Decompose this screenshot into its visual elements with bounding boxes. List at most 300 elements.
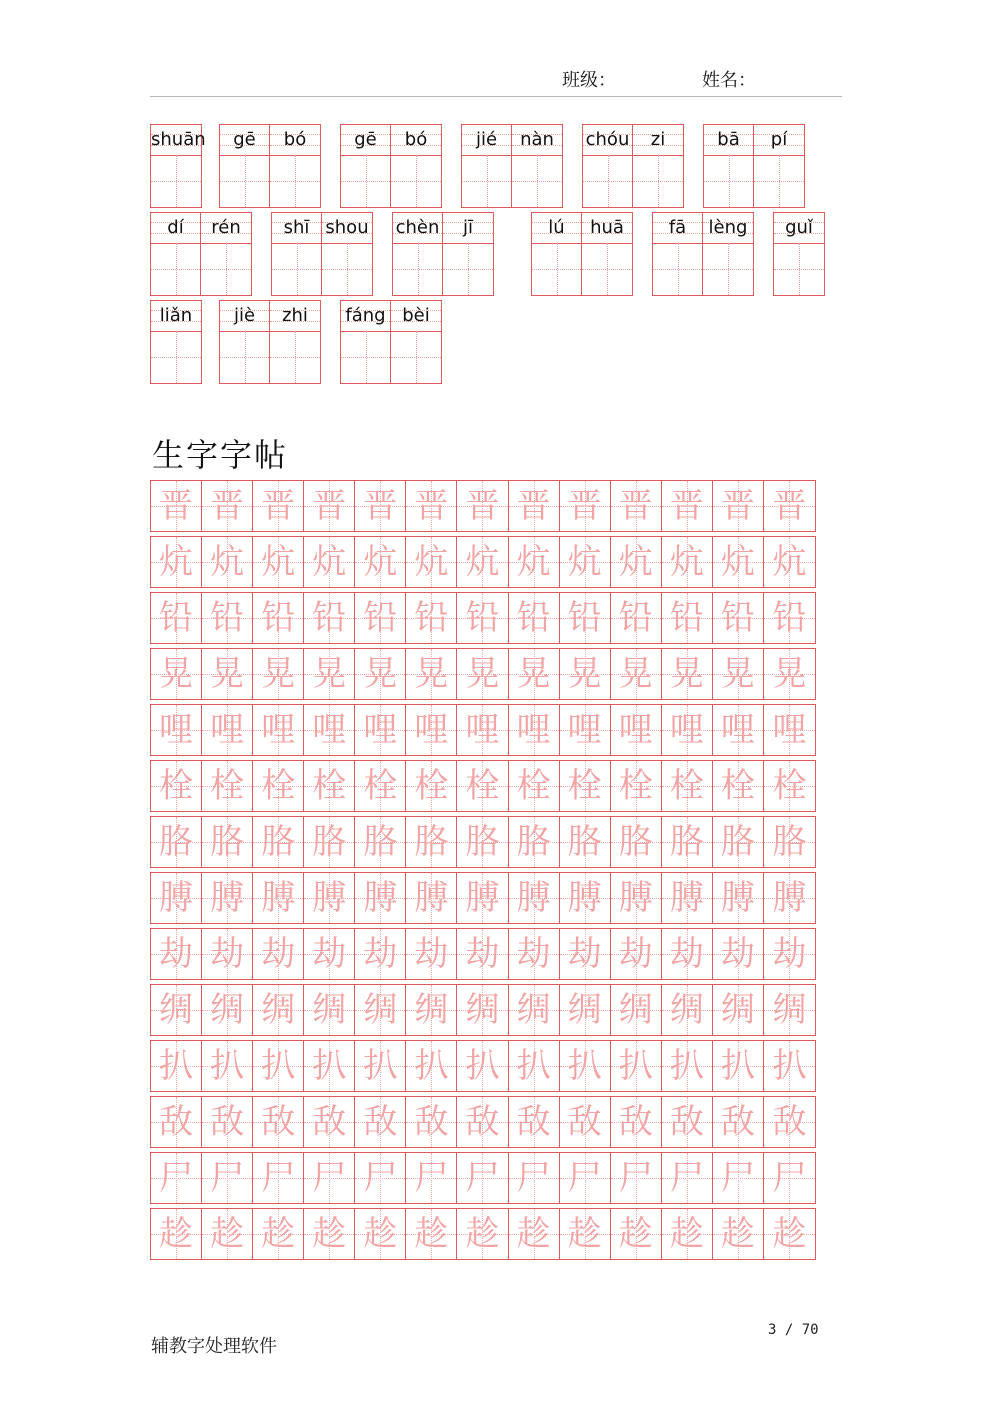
practice-cell[interactable]: [509, 761, 560, 811]
practice-cell[interactable]: [509, 481, 560, 531]
trace-character: 胳: [669, 822, 704, 862]
practice-cell[interactable]: [304, 1209, 355, 1259]
trace-character: 扒: [414, 1046, 449, 1086]
pinyin-cell[interactable]: [532, 213, 582, 295]
trace-character: 栓: [720, 766, 755, 806]
practice-cell[interactable]: [457, 873, 508, 923]
practice-cell[interactable]: [202, 817, 253, 867]
trace-character: 炕: [516, 542, 551, 582]
trace-character: 晃: [210, 654, 245, 694]
pinyin-text: jiè: [233, 305, 256, 326]
practice-cell[interactable]: [253, 537, 304, 587]
practice-cell[interactable]: [355, 705, 406, 755]
pinyin-text: bā: [717, 129, 740, 150]
trace-character: 胳: [618, 822, 653, 862]
practice-cell[interactable]: [253, 481, 304, 531]
practice-cell[interactable]: [151, 1153, 202, 1203]
trace-character: 栓: [772, 766, 807, 806]
practice-cell[interactable]: [662, 929, 713, 979]
pinyin-word-box: [531, 212, 633, 296]
practice-cell[interactable]: [509, 1097, 560, 1147]
practice-cell[interactable]: [560, 817, 611, 867]
pinyin-cell[interactable]: [462, 125, 512, 207]
practice-cell[interactable]: [662, 817, 713, 867]
pinyin-cell[interactable]: [220, 125, 270, 207]
practice-cell[interactable]: [202, 593, 253, 643]
practice-cell[interactable]: [202, 537, 253, 587]
trace-character: 绸: [261, 990, 296, 1030]
practice-cell[interactable]: [202, 761, 253, 811]
trace-character: 绸: [669, 990, 704, 1030]
practice-cell[interactable]: [611, 929, 662, 979]
practice-cell[interactable]: [509, 593, 560, 643]
practice-cell[interactable]: [764, 1153, 815, 1203]
practice-cell[interactable]: [713, 1153, 764, 1203]
header-divider: [150, 96, 842, 97]
practice-cell[interactable]: [509, 705, 560, 755]
practice-cell[interactable]: [509, 817, 560, 867]
pinyin-cell[interactable]: [653, 213, 703, 295]
pinyin-cell[interactable]: [272, 213, 322, 295]
trace-character: 哩: [618, 710, 653, 750]
pinyin-text: nàn: [520, 129, 554, 150]
trace-character: 扒: [465, 1046, 500, 1086]
practice-cell[interactable]: [304, 537, 355, 587]
practice-cell[interactable]: [764, 985, 815, 1035]
practice-cell[interactable]: [406, 705, 457, 755]
practice-cell[interactable]: [509, 649, 560, 699]
practice-cell[interactable]: [560, 1041, 611, 1091]
practice-cell[interactable]: [406, 985, 457, 1035]
practice-cell[interactable]: [151, 705, 202, 755]
trace-character: 尸: [261, 1158, 296, 1198]
trace-character: 趁: [720, 1214, 755, 1254]
trace-character: 栓: [261, 766, 296, 806]
practice-cell[interactable]: [662, 985, 713, 1035]
practice-row: [150, 480, 816, 532]
trace-character: 炕: [414, 542, 449, 582]
page-number: 3 / 70: [768, 1322, 819, 1338]
practice-cell[interactable]: [560, 761, 611, 811]
practice-cell[interactable]: [355, 1153, 406, 1203]
practice-cell[interactable]: [406, 481, 457, 531]
pinyin-text: gē: [233, 129, 256, 150]
trace-character: 栓: [618, 766, 653, 806]
practice-cell[interactable]: [764, 649, 815, 699]
practice-cell[interactable]: [355, 481, 406, 531]
practice-cell[interactable]: [151, 985, 202, 1035]
practice-cell[interactable]: [151, 817, 202, 867]
practice-cell[interactable]: [713, 985, 764, 1035]
practice-cell[interactable]: [355, 1209, 406, 1259]
practice-cell[interactable]: [713, 873, 764, 923]
trace-character: 铅: [772, 598, 807, 638]
pinyin-text: pí: [770, 129, 788, 150]
practice-cell[interactable]: [611, 649, 662, 699]
trace-character: 铅: [414, 598, 449, 638]
practice-cell[interactable]: [764, 537, 815, 587]
practice-cell[interactable]: [560, 1209, 611, 1259]
practice-cell[interactable]: [457, 1097, 508, 1147]
pinyin-cell[interactable]: [703, 213, 753, 295]
pinyin-cell[interactable]: [270, 301, 320, 383]
practice-cell[interactable]: [202, 705, 253, 755]
practice-cell[interactable]: [406, 1041, 457, 1091]
pinyin-cell[interactable]: [151, 125, 206, 207]
practice-cell[interactable]: [764, 481, 815, 531]
pinyin-cell[interactable]: [391, 125, 441, 207]
practice-cell[interactable]: [713, 929, 764, 979]
pinyin-cell[interactable]: [393, 213, 443, 295]
practice-cell[interactable]: [406, 929, 457, 979]
practice-cell[interactable]: [304, 705, 355, 755]
trace-character: 尸: [772, 1158, 807, 1198]
trace-character: 敌: [465, 1102, 500, 1142]
practice-cell[interactable]: [304, 929, 355, 979]
practice-cell[interactable]: [457, 817, 508, 867]
practice-row: [150, 816, 816, 868]
practice-cell[interactable]: [457, 929, 508, 979]
practice-cell[interactable]: [560, 649, 611, 699]
practice-cell[interactable]: [202, 929, 253, 979]
practice-cell[interactable]: [560, 705, 611, 755]
practice-cell[interactable]: [304, 649, 355, 699]
practice-cell[interactable]: [406, 1097, 457, 1147]
practice-cell[interactable]: [560, 985, 611, 1035]
practice-cell[interactable]: [253, 873, 304, 923]
trace-character: 趁: [669, 1214, 704, 1254]
pinyin-word-box: [150, 212, 252, 296]
practice-cell[interactable]: [560, 1153, 611, 1203]
practice-cell[interactable]: [406, 761, 457, 811]
practice-cell[interactable]: [202, 481, 253, 531]
practice-cell[interactable]: [611, 481, 662, 531]
practice-cell[interactable]: [662, 1209, 713, 1259]
practice-cell[interactable]: [457, 537, 508, 587]
practice-cell[interactable]: [509, 1041, 560, 1091]
practice-cell[interactable]: [151, 761, 202, 811]
practice-cell[interactable]: [662, 761, 713, 811]
trace-character: 炕: [669, 542, 704, 582]
pinyin-text: fā: [668, 217, 687, 238]
practice-cell[interactable]: [151, 873, 202, 923]
practice-cell[interactable]: [355, 1097, 406, 1147]
practice-cell[interactable]: [611, 537, 662, 587]
practice-cell[interactable]: [560, 481, 611, 531]
practice-cell[interactable]: [304, 1153, 355, 1203]
practice-cell[interactable]: [457, 1153, 508, 1203]
practice-cell[interactable]: [253, 817, 304, 867]
practice-cell[interactable]: [764, 817, 815, 867]
practice-cell[interactable]: [662, 537, 713, 587]
practice-cell[interactable]: [509, 1153, 560, 1203]
practice-cell[interactable]: [202, 873, 253, 923]
trace-character: 栓: [414, 766, 449, 806]
practice-cell[interactable]: [253, 761, 304, 811]
practice-cell[interactable]: [406, 649, 457, 699]
practice-cell[interactable]: [355, 1041, 406, 1091]
practice-cell[interactable]: [304, 761, 355, 811]
practice-cell[interactable]: [611, 1097, 662, 1147]
practice-cell[interactable]: [253, 593, 304, 643]
pinyin-cell[interactable]: [633, 125, 683, 207]
practice-cell[interactable]: [713, 1041, 764, 1091]
practice-cell[interactable]: [355, 537, 406, 587]
trace-character: 敌: [618, 1102, 653, 1142]
practice-cell[interactable]: [560, 929, 611, 979]
pinyin-cell[interactable]: [341, 125, 391, 207]
practice-cell[interactable]: [509, 985, 560, 1035]
practice-cell[interactable]: [764, 593, 815, 643]
practice-cell[interactable]: [253, 649, 304, 699]
practice-cell[interactable]: [713, 593, 764, 643]
practice-cell[interactable]: [406, 537, 457, 587]
trace-character: 尸: [720, 1158, 755, 1198]
practice-cell[interactable]: [406, 873, 457, 923]
practice-cell[interactable]: [457, 1041, 508, 1091]
practice-cell[interactable]: [202, 1153, 253, 1203]
trace-character: 扒: [312, 1046, 347, 1086]
practice-row: [150, 1096, 816, 1148]
trace-character: 趁: [567, 1214, 602, 1254]
trace-character: 趁: [312, 1214, 347, 1254]
practice-cell[interactable]: [764, 873, 815, 923]
pinyin-word-box: [773, 212, 825, 296]
pinyin-cell[interactable]: [201, 213, 251, 295]
practice-cell[interactable]: [355, 873, 406, 923]
trace-character: 哩: [414, 710, 449, 750]
trace-character: 晋: [618, 486, 653, 526]
practice-cell[interactable]: [304, 1041, 355, 1091]
practice-cell[interactable]: [662, 481, 713, 531]
pinyin-text: shuān: [151, 129, 206, 150]
trace-character: 敌: [261, 1102, 296, 1142]
practice-cell[interactable]: [662, 1041, 713, 1091]
practice-cell[interactable]: [253, 1097, 304, 1147]
pinyin-word-box: [652, 212, 754, 296]
practice-cell[interactable]: [611, 761, 662, 811]
practice-row: [150, 704, 816, 756]
trace-character: 晋: [210, 486, 245, 526]
practice-cell[interactable]: [151, 649, 202, 699]
practice-cell[interactable]: [611, 985, 662, 1035]
practice-row: [150, 1152, 816, 1204]
practice-cell[interactable]: [406, 1153, 457, 1203]
trace-character: 哩: [669, 710, 704, 750]
practice-cell[interactable]: [662, 593, 713, 643]
trace-character: 炕: [720, 542, 755, 582]
practice-cell[interactable]: [202, 649, 253, 699]
trace-character: 铅: [618, 598, 653, 638]
practice-cell[interactable]: [509, 537, 560, 587]
practice-cell[interactable]: [355, 593, 406, 643]
trace-character: 劫: [772, 934, 807, 974]
practice-cell[interactable]: [662, 705, 713, 755]
practice-cell[interactable]: [253, 1041, 304, 1091]
practice-cell[interactable]: [355, 817, 406, 867]
trace-character: 膊: [567, 878, 602, 918]
practice-row: [150, 592, 816, 644]
practice-cell[interactable]: [764, 929, 815, 979]
practice-cell[interactable]: [560, 537, 611, 587]
practice-cell[interactable]: [713, 649, 764, 699]
trace-character: 胳: [210, 822, 245, 862]
trace-character: 晃: [363, 654, 398, 694]
practice-cell[interactable]: [713, 817, 764, 867]
practice-cell[interactable]: [202, 1097, 253, 1147]
pinyin-cell[interactable]: [151, 213, 201, 295]
practice-cell[interactable]: [355, 929, 406, 979]
pinyin-cell[interactable]: [322, 213, 372, 295]
pinyin-cell[interactable]: [754, 125, 804, 207]
practice-cell[interactable]: [355, 985, 406, 1035]
practice-cell[interactable]: [406, 593, 457, 643]
practice-cell[interactable]: [355, 649, 406, 699]
pinyin-text: chóu: [585, 129, 630, 150]
practice-cell[interactable]: [151, 593, 202, 643]
practice-cell[interactable]: [304, 481, 355, 531]
practice-cell[interactable]: [253, 929, 304, 979]
trace-character: 敌: [159, 1102, 194, 1142]
pinyin-text: zhi: [282, 305, 308, 326]
trace-character: 膊: [159, 878, 194, 918]
practice-cell[interactable]: [764, 761, 815, 811]
pinyin-word-box: [392, 212, 494, 296]
trace-character: 晋: [772, 486, 807, 526]
practice-cell[interactable]: [713, 537, 764, 587]
practice-cell[interactable]: [304, 985, 355, 1035]
practice-cell[interactable]: [662, 1097, 713, 1147]
practice-cell[interactable]: [151, 1041, 202, 1091]
trace-character: 劫: [618, 934, 653, 974]
practice-cell[interactable]: [560, 593, 611, 643]
practice-cell[interactable]: [509, 929, 560, 979]
practice-cell[interactable]: [457, 705, 508, 755]
practice-cell[interactable]: [457, 1209, 508, 1259]
pinyin-cell[interactable]: [443, 213, 493, 295]
practice-cell[interactable]: [457, 649, 508, 699]
practice-cell[interactable]: [764, 1041, 815, 1091]
pinyin-cell[interactable]: [220, 301, 270, 383]
practice-cell[interactable]: [509, 1209, 560, 1259]
practice-row: [150, 928, 816, 980]
practice-cell[interactable]: [611, 593, 662, 643]
practice-row: [150, 1208, 816, 1260]
practice-cell[interactable]: [662, 873, 713, 923]
trace-character: 栓: [567, 766, 602, 806]
practice-grid: [150, 480, 816, 1264]
practice-cell[interactable]: [611, 873, 662, 923]
practice-cell[interactable]: [611, 1153, 662, 1203]
practice-cell[interactable]: [662, 649, 713, 699]
practice-cell[interactable]: [713, 1209, 764, 1259]
practice-cell[interactable]: [406, 1209, 457, 1259]
trace-character: 绸: [312, 990, 347, 1030]
pinyin-cell[interactable]: [341, 301, 391, 383]
pinyin-text: shou: [325, 217, 369, 238]
practice-cell[interactable]: [713, 705, 764, 755]
practice-cell[interactable]: [457, 985, 508, 1035]
trace-character: 胳: [414, 822, 449, 862]
pinyin-cell[interactable]: [391, 301, 441, 383]
pinyin-cell[interactable]: [512, 125, 562, 207]
practice-cell[interactable]: [202, 1041, 253, 1091]
practice-cell[interactable]: [253, 985, 304, 1035]
pinyin-word-box: [582, 124, 684, 208]
practice-cell[interactable]: [202, 1209, 253, 1259]
practice-cell[interactable]: [253, 1153, 304, 1203]
practice-cell[interactable]: [355, 761, 406, 811]
trace-character: 敌: [516, 1102, 551, 1142]
practice-cell[interactable]: [457, 593, 508, 643]
practice-cell[interactable]: [611, 1041, 662, 1091]
practice-cell[interactable]: [611, 817, 662, 867]
pinyin-cell[interactable]: [270, 125, 320, 207]
trace-character: 趁: [772, 1214, 807, 1254]
pinyin-word-box: [340, 300, 442, 384]
practice-cell[interactable]: [151, 1209, 202, 1259]
practice-cell[interactable]: [662, 1153, 713, 1203]
trace-character: 尸: [618, 1158, 653, 1198]
practice-cell[interactable]: [457, 481, 508, 531]
practice-cell[interactable]: [611, 1209, 662, 1259]
practice-cell[interactable]: [713, 481, 764, 531]
practice-cell[interactable]: [151, 929, 202, 979]
practice-cell[interactable]: [764, 1097, 815, 1147]
practice-cell[interactable]: [713, 761, 764, 811]
trace-character: 劫: [261, 934, 296, 974]
pinyin-text: lú: [548, 217, 565, 238]
practice-cell[interactable]: [202, 985, 253, 1035]
pinyin-word-box: [340, 124, 442, 208]
trace-character: 炕: [312, 542, 347, 582]
practice-cell[interactable]: [457, 761, 508, 811]
pinyin-cell[interactable]: [151, 301, 201, 383]
trace-character: 扒: [261, 1046, 296, 1086]
practice-cell[interactable]: [304, 817, 355, 867]
practice-cell[interactable]: [509, 873, 560, 923]
pinyin-word-box: [150, 124, 206, 208]
practice-cell[interactable]: [151, 481, 202, 531]
pinyin-cell[interactable]: [774, 213, 824, 295]
practice-cell[interactable]: [764, 705, 815, 755]
pinyin-cell[interactable]: [582, 213, 632, 295]
trace-character: 膊: [618, 878, 653, 918]
trace-character: 膊: [772, 878, 807, 918]
pinyin-cell[interactable]: [583, 125, 633, 207]
practice-cell[interactable]: [560, 873, 611, 923]
practice-cell[interactable]: [304, 593, 355, 643]
practice-cell[interactable]: [764, 1209, 815, 1259]
trace-character: 扒: [363, 1046, 398, 1086]
pinyin-text: guǐ: [785, 217, 813, 238]
practice-cell[interactable]: [253, 1209, 304, 1259]
pinyin-cell[interactable]: [704, 125, 754, 207]
practice-cell[interactable]: [151, 537, 202, 587]
practice-cell[interactable]: [151, 1097, 202, 1147]
trace-character: 晃: [618, 654, 653, 694]
practice-cell[interactable]: [611, 705, 662, 755]
section-title: 生字字帖: [152, 436, 289, 474]
practice-cell[interactable]: [713, 1097, 764, 1147]
practice-cell[interactable]: [304, 873, 355, 923]
trace-character: 趁: [159, 1214, 194, 1254]
practice-cell[interactable]: [560, 1097, 611, 1147]
trace-character: 劫: [414, 934, 449, 974]
practice-cell[interactable]: [406, 817, 457, 867]
practice-cell[interactable]: [253, 705, 304, 755]
practice-cell[interactable]: [304, 1097, 355, 1147]
